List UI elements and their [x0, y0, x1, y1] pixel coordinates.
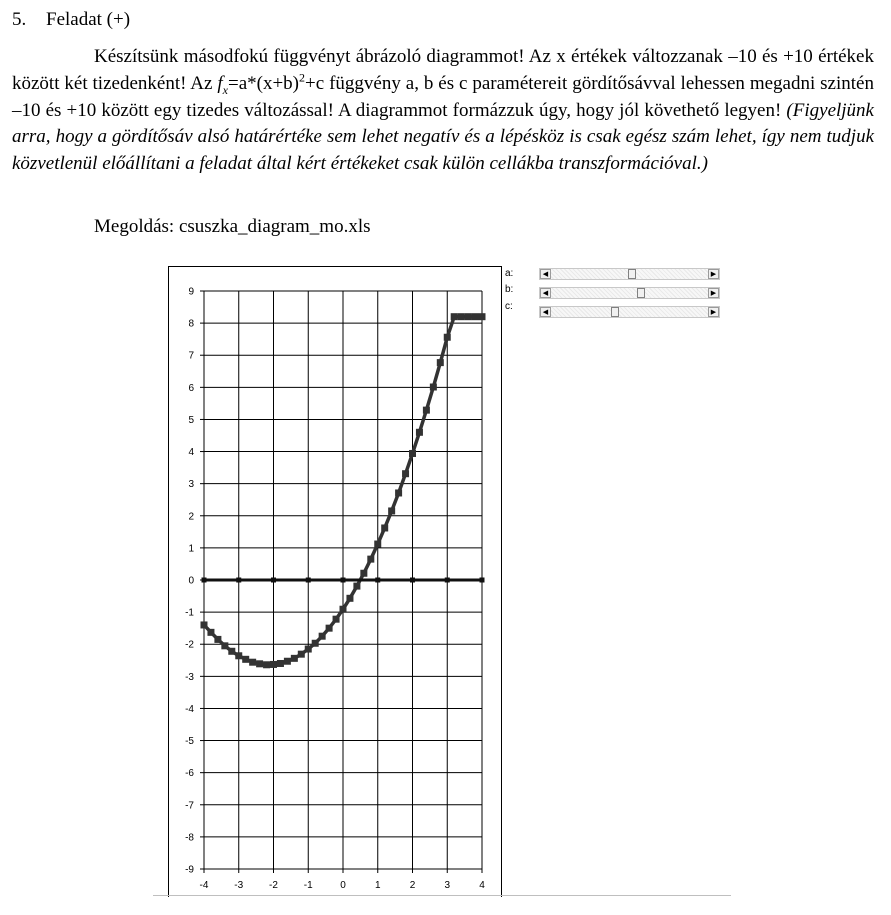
- parabola-data-point: [214, 636, 221, 643]
- y-tick-label: -6: [185, 768, 194, 780]
- x-axis-labels: [200, 880, 486, 891]
- parabola-data-point: [458, 313, 465, 320]
- description-part-2: +c függvény a, b és c paramétereit gördítősávval lehessen megadni szintén –10 és +10 között egy tizedes változással! A diagrammot formázzuk úgy, hogy jól követhető legyen!: [12, 72, 874, 121]
- y-tick-label: 7: [188, 350, 194, 362]
- scroll-right-arrow-icon[interactable]: ▶: [708, 307, 719, 317]
- parabola-data-point: [298, 651, 305, 658]
- parabola-data-point: [207, 629, 214, 636]
- scroll-left-arrow-icon[interactable]: ◀: [540, 307, 551, 317]
- slider-c[interactable]: [539, 306, 720, 318]
- y-tick-label: -7: [185, 800, 194, 812]
- parabola-data-point: [430, 384, 437, 391]
- scroll-right-arrow-icon[interactable]: ▶: [708, 288, 719, 298]
- zero-data-point: [202, 578, 207, 583]
- parabola-data-point: [312, 640, 319, 647]
- parabola-data-point: [291, 655, 298, 662]
- slider-c-label: c:: [505, 301, 513, 312]
- scroll-left-arrow-icon[interactable]: ◀: [540, 269, 551, 279]
- description-part-1: Készítsünk másodfokú függvényt ábrázoló diagrammot! Az x értékek változzanak –10 és +10 értékek között két tizedenként! Az: [12, 46, 874, 94]
- y-tick-label: 2: [188, 511, 194, 523]
- slider-b-thumb[interactable]: [637, 288, 645, 298]
- parabola-data-point: [451, 313, 458, 320]
- y-tick-label: 6: [188, 382, 194, 394]
- y-tick-label: 3: [188, 479, 194, 491]
- solution-reference: Megoldás: csuszka_diagram_mo.xls: [94, 216, 371, 237]
- y-tick-label: 4: [188, 447, 194, 459]
- parabola-data-point: [416, 429, 423, 436]
- parabola-data-point: [235, 652, 242, 659]
- zero-data-point: [271, 578, 276, 583]
- slider-c-thumb[interactable]: [611, 307, 619, 317]
- slider-a-label: a:: [505, 268, 514, 279]
- zero-data-point: [306, 578, 311, 583]
- zero-data-point: [445, 578, 450, 583]
- slider-b[interactable]: [539, 287, 720, 299]
- y-tick-label: -3: [185, 671, 194, 683]
- x-tick-label: 2: [409, 880, 416, 891]
- y-tick-label: -9: [185, 864, 194, 876]
- parabola-data-point: [402, 470, 409, 477]
- y-tick-label: -5: [185, 736, 194, 748]
- parabola-data-point: [319, 633, 326, 640]
- parabola-data-point: [228, 648, 235, 655]
- parabola-data-point: [395, 489, 402, 496]
- task-heading: [12, 8, 130, 32]
- parabola-data-point: [472, 313, 479, 320]
- y-tick-label: 1: [188, 543, 194, 555]
- parabola-data-point: [374, 541, 381, 548]
- parabola-data-point: [388, 507, 395, 514]
- x-tick-label: -1: [303, 880, 313, 891]
- x-tick-label: 4: [479, 880, 485, 891]
- task-number: 5.: [12, 9, 27, 30]
- parabola-data-point: [381, 524, 388, 531]
- y-tick-label: 0: [188, 575, 194, 587]
- y-tick-label: -8: [185, 832, 194, 844]
- x-tick-label: 1: [374, 880, 381, 891]
- function-symbol: f: [217, 72, 223, 94]
- parabola-data-point: [201, 621, 208, 628]
- parabola-data-point: [409, 450, 416, 457]
- zero-data-point: [410, 578, 415, 583]
- parabola-data-point: [263, 661, 270, 668]
- x-tick-label: 3: [444, 880, 451, 891]
- scroll-right-arrow-icon[interactable]: ▶: [708, 269, 719, 279]
- parabola-data-point: [340, 606, 347, 613]
- y-tick-label: -4: [185, 703, 194, 715]
- slider-b-label: b:: [505, 284, 514, 295]
- y-tick-label: 9: [188, 286, 194, 298]
- parabola-data-point: [333, 616, 340, 623]
- x-tick-label: -3: [234, 880, 244, 891]
- zero-data-point: [236, 578, 241, 583]
- y-tick-label: -1: [185, 607, 194, 619]
- parabola-data-point: [326, 625, 333, 632]
- slider-a-thumb[interactable]: [628, 269, 636, 279]
- zero-data-point: [341, 578, 346, 583]
- parabola-data-point: [256, 660, 263, 667]
- parabola-data-point: [423, 407, 430, 414]
- parabola-data-point: [221, 642, 228, 649]
- parabola-data-point: [249, 659, 256, 666]
- parabola-data-point: [346, 595, 353, 602]
- description-note: (Figyeljünk arra, hogy a gördítősáv alsó határértéke sem lehet negatív és a lépésköz is csak egész szám lehet, így nem tudjuk közvetlenül előállítani a feladat által kért értékeket csak külön cellákba transzformációval.): [12, 99, 874, 175]
- function-subscript: x: [222, 82, 228, 97]
- scroll-left-arrow-icon[interactable]: ◀: [540, 288, 551, 298]
- zero-data-point: [480, 578, 485, 583]
- parabola-data-point: [360, 570, 367, 577]
- y-tick-label: 5: [188, 414, 194, 426]
- parabola-data-point: [305, 646, 312, 653]
- y-tick-label: -2: [185, 639, 194, 651]
- slider-a[interactable]: [539, 268, 720, 280]
- task-description: [12, 44, 874, 178]
- parabola-data-point: [353, 583, 360, 590]
- parabola-data-point: [465, 313, 472, 320]
- zero-data-point: [375, 578, 380, 583]
- x-tick-label: 0: [340, 880, 346, 891]
- parabola-data-point: [479, 313, 486, 320]
- parabola-data-point: [284, 658, 291, 665]
- x-tick-label: -4: [199, 880, 209, 891]
- y-tick-label: 8: [188, 318, 194, 330]
- parabola-data-point: [437, 359, 444, 366]
- parabola-data-point: [242, 656, 249, 663]
- description-formula: =a*(x+b): [227, 72, 300, 94]
- task-title: Feladat (+): [46, 9, 131, 30]
- formula-exponent: 2: [299, 70, 306, 85]
- parabola-data-point: [277, 660, 284, 667]
- parabola-data-point: [270, 661, 277, 668]
- parabola-data-point: [367, 556, 374, 563]
- chart: [168, 266, 500, 896]
- y-axis-labels: [185, 287, 194, 876]
- parabola-data-point: [444, 334, 451, 341]
- x-tick-label: -2: [269, 880, 278, 891]
